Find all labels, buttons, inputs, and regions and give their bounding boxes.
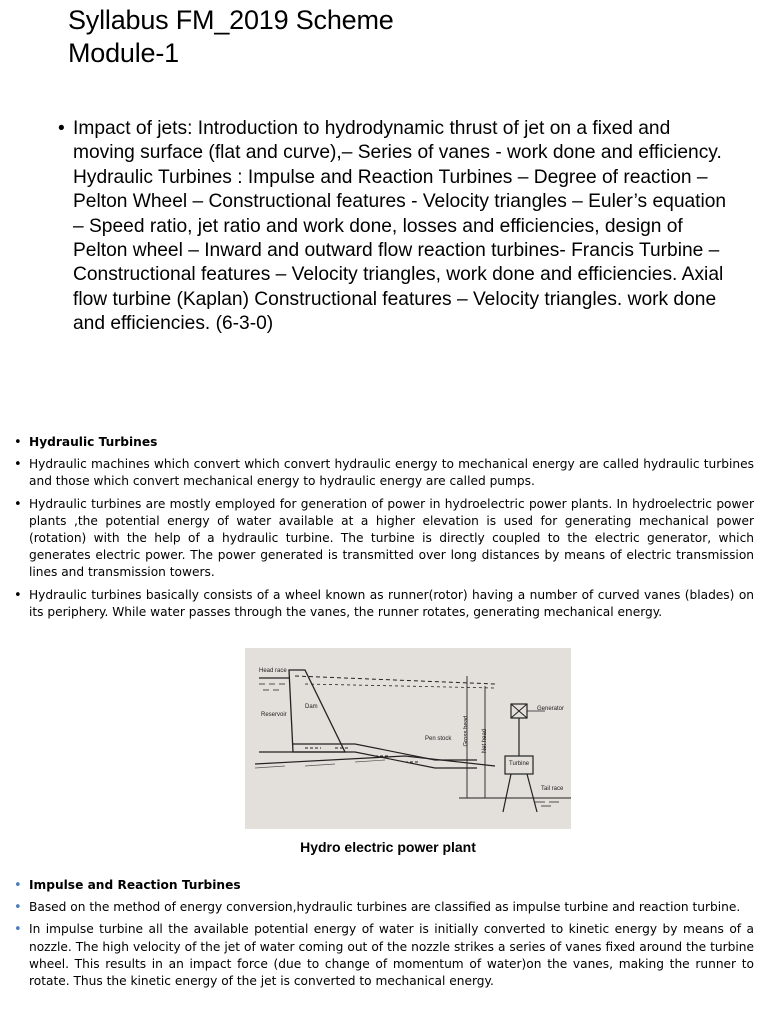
label-reservoir: Reservoir: [261, 712, 287, 718]
bullet-icon: •: [14, 457, 22, 473]
hydraulic-gradient-line: [305, 684, 495, 688]
ground-hatching: [255, 760, 385, 768]
syllabus-text: Impact of jets: Introduction to hydrodynamic thrust of jet on a fixed and moving surface (flat and curve),– Series of vanes - work done and efficiency. Hydraulic Turbines : Impulse and Reaction Turbines – Degree of reaction – Pelton Wheel – Constructional features - Velocity triangles – Euler’s equation – Speed ratio, jet ratio and work done, losses and efficiencies, design of Pelton wheel – Inward and outward flow reaction turbines- Francis Turbine – Constructional features – Velocity triangles, work done and efficiencies. Axial flow turbine (Kaplan) Constructional features – Velocity triangles. work done and efficiencies. (6-3-0): [73, 118, 727, 335]
dam-shape: [289, 670, 345, 752]
section-heading: Hydraulic Turbines: [29, 435, 158, 449]
list-item: [14, 877, 754, 894]
syllabus-paragraph: [58, 117, 728, 337]
bullet-icon: •: [14, 435, 22, 450]
bullet-icon: •: [58, 118, 65, 139]
label-dam: Dam: [305, 704, 318, 710]
diagram-drawing: [245, 648, 571, 829]
list-item: [14, 456, 754, 490]
impulse-reaction-section: [14, 877, 754, 995]
page-title: [68, 4, 394, 70]
list-item: [14, 587, 754, 621]
tail-water-hatching: [535, 802, 559, 806]
bullet-icon: •: [14, 587, 22, 603]
bullet-icon: •: [14, 922, 22, 938]
label-pen-stock: Pen stock: [425, 736, 452, 742]
list-item: [14, 434, 754, 451]
draft-tube: [503, 774, 537, 812]
label-head-race: Head race: [259, 668, 287, 674]
bullet-icon: •: [14, 496, 22, 512]
energy-line: [295, 676, 495, 684]
figure-caption: Hydro electric power plant: [300, 839, 476, 855]
title-line-1: Syllabus FM_2019 Scheme: [68, 5, 394, 35]
paragraph: Hydraulic turbines are mostly employed for generation of power in hydroelectric power plants. In hydroelectric power plants ,the potential energy of water available at a higher elevation is used for generating mechanical power (rotation) with the help of a hydraulic turbine. The turbine is directly coupled to the electric generator, which generates electric power. The power generated is transmitted over long distances by means of electric transmission lines and transmission towers.: [29, 496, 754, 580]
label-turbine: Turbine: [509, 761, 530, 767]
paragraph: Hydraulic machines which convert which convert hydraulic energy to mechanical energy are called hydraulic turbines and those which convert mechanical energy to hydraulic energy are called pumps.: [29, 457, 754, 489]
bullet-icon: •: [14, 900, 22, 916]
label-net-head: Net head: [482, 728, 489, 754]
title-line-2: Module-1: [68, 38, 179, 68]
paragraph: In impulse turbine all the available potential energy of water is initially converted to kinetic energy by means of a nozzle. The high velocity of the jet of water coming out of the nozzle strikes a series of vanes fixed around the turbine wheel. This results in an impact force (due to change of momentum of water)on the vanes, making the runner to rotate. Thus the kinetic energy of the jet is converted to mechanical energy.: [29, 922, 754, 989]
paragraph: Hydraulic turbines basically consists of a wheel known as runner(rotor) having a number of curved vanes (blades) on its periphery. While water passes through the vanes, the runner rotates, generating mechanical energy.: [29, 587, 754, 619]
label-generator: Generator: [537, 706, 565, 712]
water-hatching: [259, 684, 285, 690]
label-tail-race: Tail race: [541, 786, 564, 792]
hydraulic-turbines-section: [14, 434, 754, 626]
list-item: [14, 921, 754, 990]
list-item: [14, 496, 754, 582]
hydro-plant-diagram: [245, 648, 571, 829]
paragraph: Based on the method of energy conversion,hydraulic turbines are classified as impulse turbine and reaction turbine.: [29, 900, 741, 915]
section-heading: Impulse and Reaction Turbines: [29, 878, 241, 892]
bullet-icon: •: [14, 878, 22, 893]
list-item: [14, 899, 754, 916]
label-gross-head: Gross head: [463, 715, 470, 747]
